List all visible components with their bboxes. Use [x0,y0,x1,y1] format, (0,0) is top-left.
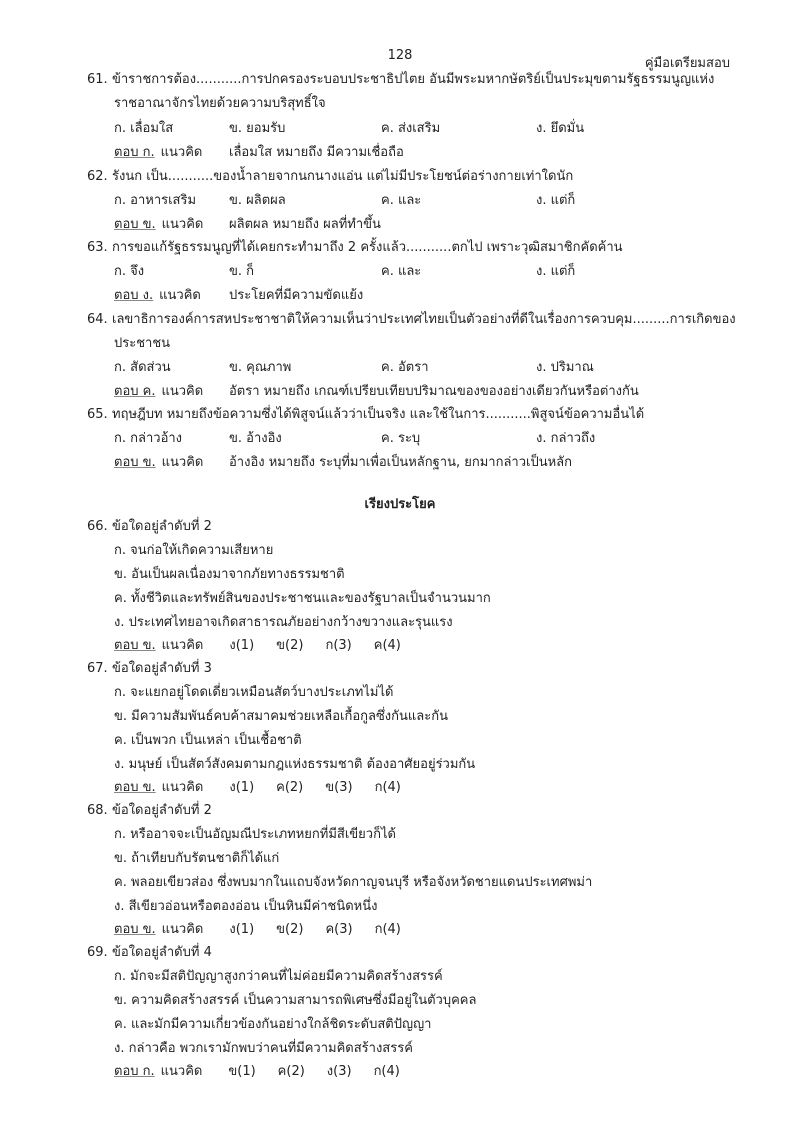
option-c: ค. เป็นพวก เป็นเหล่า เป็นเชื้อชาติ [114,733,302,748]
section-title: เรียงประโยค [364,497,436,512]
order-item: ค(2) [277,1064,305,1079]
question-number: 69. [87,945,108,960]
header-title: คู่มือเตรียมสอบ [644,56,730,71]
order-item: ค(4) [373,638,401,653]
order-item: ก(4) [373,1064,400,1079]
order-item: ค(3) [325,922,353,937]
concept-label: แนวคิด [160,145,203,160]
order-item: ง(1) [229,780,255,795]
order-item: ข(2) [276,638,304,653]
option-c: ค. และมักมีความเกี่ยวข้องกันอย่างใกล้ชิดระดับสติปัญญา [114,1017,432,1032]
choice-d: ง. แต่ก็ [536,193,576,208]
answer-label: ตอบ ข. [114,780,156,795]
choice-a: ก. อาหารเสริม [114,193,197,208]
order-item: ข(2) [276,922,304,937]
choice-b: ข. ยอมรับ [229,121,286,136]
concept-label: แนวคิด [161,455,204,470]
answer-label: ตอบ ก. [114,1064,155,1079]
concept-label: แนวคิด [159,288,201,303]
answer-row [0,453,800,473]
question-text: ทฤษฎีบท หมายถึงข้อความซึ่งได้พิสูจน์แล้วว่าเป็นจริง และใช้ในการ...........พิสูจน์ข้อความอื่นได้ [112,407,645,422]
question-number: 64. [87,312,108,327]
answer-row [0,215,800,235]
answer-row [114,778,423,798]
concept-label: แนวคิด [160,1064,203,1079]
option-b: ข. ถ้าเทียบกับรัตนชาติก็ได้แก่ [114,851,280,866]
option-a: ก. มักจะมีสติปัญญาสูงกว่าคนที่ไม่ค่อยมีความคิดสร้างสรรค์ [114,969,443,984]
answer-row [0,286,800,306]
option-c: ค. พลอยเขียวส่อง ซึ่งพบมากในแถบจังหวัดกาญจนบุรี หรือจังหวัดชายแดนประเทศพม่า [114,875,593,890]
answer-row [0,143,800,163]
question-number: 63. [87,240,108,255]
explanation: อัตรา หมายถึง เกณฑ์เปรียบเทียบปริมาณของของอย่างเดียวกันหรือต่างกัน [229,384,639,399]
choice-b: ข. คุณภาพ [229,360,292,375]
order-item: ค(2) [276,780,304,795]
choice-a: ก. สัดส่วน [114,360,171,375]
question-text: รังนก เป็น...........ของน้ำลายจากนกนางแอ่น แต่ไม่มีประโยชน์ต่อร่างกายเท่าใดนัก [112,169,574,184]
question-text-cont: ราชอาณาจักรไทยด้วยความบริสุทธิ์ใจ [114,96,326,111]
choice-a: ก. กล่าวอ้าง [114,431,183,446]
question-prompt: ข้อใดอยู่ลำดับที่ 3 [112,661,212,676]
question-number: 66. [87,519,108,534]
choice-c: ค. ส่งเสริม [381,121,441,136]
concept-label: แนวคิด [161,217,204,232]
question-text: ข้าราชการต้อง...........การปกครองระบอบประชาธิปไตย อันมีพระมหากษัตริย์เป็นประมุขตามรัฐธรรมนูญแห่ง [112,72,715,87]
answer-row [0,382,800,402]
question-prompt: ข้อใดอยู่ลำดับที่ 4 [112,945,212,960]
option-b: ข. มีความสัมพันธ์คบค้าสมาคมช่วยเหลือเกื้อกูลซึ่งกันและกัน [114,709,448,724]
choice-b: ข. อ้างอิง [229,431,282,446]
option-b: ข. ความคิดสร้างสรรค์ เป็นความสามารถพิเศษซึ่งมีอยู่ในตัวบุคคล [114,993,477,1008]
order-item: ก(3) [325,638,352,653]
answer-label: ตอบ ค. [114,384,156,399]
question-text: การขอแก้รัฐธรรมนูญที่ได้เคยกระทำมาถึง 2 ครั้งแล้ว...........ตกไป เพราะวุฒิสมาชิกคัดค้าน [112,240,623,255]
answer-row [114,1062,422,1082]
choice-d: ง. ปริมาณ [536,360,594,375]
order-item: ง(1) [229,922,255,937]
answer-label: ตอบ ข. [114,922,156,937]
question-number: 67. [87,661,108,676]
option-d: ง. ประเทศไทยอาจเกิดสาธารณภัยอย่างกว้างขวางและรุนแรง [114,615,453,630]
question-prompt: ข้อใดอยู่ลำดับที่ 2 [112,519,212,534]
question-text: เลขาธิการองค์การสหประชาชาติให้ความเห็นว่าประเทศไทยเป็นตัวอย่างที่ดีในเรื่องการควบคุม.........การเกิดของ [112,312,736,327]
question-prompt: ข้อใดอยู่ลำดับที่ 2 [112,803,212,818]
order-item: ข(3) [325,780,353,795]
concept-label: แนวคิด [161,922,204,937]
page-number: 128 [387,48,413,63]
answer-row [114,920,423,940]
option-b: ข. อันเป็นผลเนื่องมาจากภัยทางธรรมชาติ [114,567,345,582]
option-d: ง. มนุษย์ เป็นสัตว์สังคมตามกฎแห่งธรรมชาติ ต้องอาศัยอยู่ร่วมกัน [114,757,476,772]
option-a: ก. จะแยกอยู่โดดเดี่ยวเหมือนสัตว์บางประเภทไม่ได้ [114,685,394,700]
answer-label: ตอบ ง. [114,288,154,303]
choice-a: ก. เลื่อมใส [114,121,174,136]
answer-label: ตอบ ข. [114,217,156,232]
choice-c: ค. อัตรา [381,360,429,375]
answer-label: ตอบ ก. [114,145,155,160]
option-a: ก. จนก่อให้เกิดความเสียหาย [114,543,274,558]
explanation: ผลิตผล หมายถึง ผลที่ทำขึ้น [229,217,381,232]
answer-label: ตอบ ข. [114,455,156,470]
choice-c: ค. และ [381,264,422,279]
choice-b: ข. ผลิตผล [229,193,286,208]
order-item: ง(3) [326,1064,352,1079]
choice-d: ง. ยึดมั่น [536,121,585,136]
question-number: 68. [87,803,108,818]
question-number: 62. [87,169,108,184]
concept-label: แนวคิด [161,638,204,653]
question-number: 65. [87,407,108,422]
question-number: 61. [87,72,108,87]
concept-label: แนวคิด [161,780,204,795]
choice-c: ค. ระบุ [381,431,421,446]
order-item: ก(4) [374,780,401,795]
order-item: ก(4) [374,922,401,937]
option-a: ก. หรืออาจจะเป็นอัญมณีประเภทหยกที่มีสีเขียวก็ได้ [114,827,396,842]
answer-label: ตอบ ข. [114,638,156,653]
choice-b: ข. ก็ [229,264,255,279]
explanation: อ้างอิง หมายถึง ระบุที่มาเพื่อเป็นหลักฐาน, ยกมากล่าวเป็นหลัก [229,455,573,470]
choice-d: ง. แต่ก็ [536,264,576,279]
choice-a: ก. จึง [114,264,145,279]
question-text-cont: ประชาชน [114,336,171,351]
option-c: ค. ทั้งชีวิตและทรัพย์สินของประชาชนและของรัฐบาลเป็นจำนวนมาก [114,591,491,606]
choice-c: ค. และ [381,193,422,208]
explanation: เลื่อมใส หมายถึง มีความเชื่อถือ [229,145,404,160]
choice-d: ง. กล่าวถึง [536,431,596,446]
option-d: ง. กล่าวคือ พวกเรามักพบว่าคนที่มีความคิดสร้างสรรค์ [114,1041,413,1056]
explanation: ประโยคที่มีความขัดแย้ง [229,288,364,303]
order-item: ข(1) [228,1064,256,1079]
order-item: ง(1) [229,638,255,653]
concept-label: แนวคิด [161,384,204,399]
option-d: ง. สีเขียวอ่อนหรือตองอ่อน เป็นหินมีค่าชนิดหนึ่ง [114,899,378,914]
answer-row [114,636,423,656]
